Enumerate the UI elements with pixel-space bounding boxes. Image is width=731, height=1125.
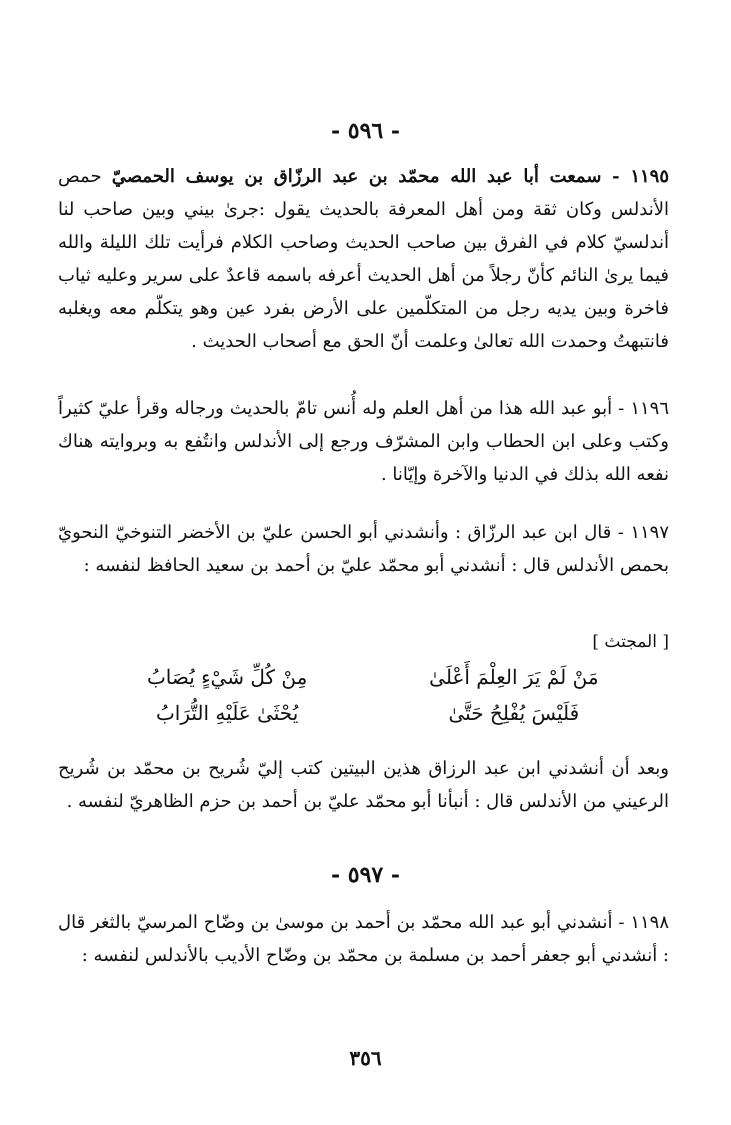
entry-1195-body: حمص الأندلس وكان ثقة ومن أهل المعرفة بالحديث يقول :جرىٰ بيني وبين صاحب لنا أندلسيّ كلام في الفرق بين صاحب الحديث وصاحب الكلام فرأيت تلك الليلة والله فيما يرىٰ النائم كأنّ رجلاً من أهل الحديث أعرفه باسمه قاعدٌ على سرير وعليه ثياب فاخرة وبين يديه رجل من المتكلّمين على الأرض بفرد عين وهو يتكلّم معه ويغلبه فانتبهتُ وحمدت الله تعالىٰ وعلمت أنّ الحق مع أصحاب الحديث . (58, 166, 669, 352)
entry-1196: ١١٩٦ - أبو عبد الله هذا من أهل العلم وله أُنس تامّ بالحديث ورجاله وقرأ عليّ كثيراً وكتب وعلى ابن الحطاب وابن المشرّف ورجع إلى الأندلس وانتُفع به وبروايته هناك نفعه الله بذلك في الدنيا والآخرة وإيّانا . (58, 398, 669, 485)
entry-1198: ١١٩٨ - أنشدني أبو عبد الله محمّد بن أحمد بن موسىٰ بن وضّاح المرسيّ بالثغر قال : أنشدني أبو جعفر أحمد بن مسلمة بن محمّد بن وضّاح الأديب بالأندلس لنفسه : (58, 912, 669, 966)
verse-1-second-hemistich: مِنْ كُلِّ شَيْءٍ يُصَابُ (146, 665, 308, 689)
verse-line-2 (100, 696, 641, 730)
entry-1197-continuation: وبعد أن أنشدني ابن عبد الرزاق هذين البيتين كتب إليّ شُريح بن محمّد بن شُريح الرعيني من الأندلس قال : أنبأنا أبو محمّد عليّ بن أحمد بن حزم الظاهريّ لنفسه . (58, 758, 669, 812)
verse-line-1 (100, 660, 641, 694)
entry-1197: ١١٩٧ - قال ابن عبد الرزّاق : وأنشدني أبو الحسن عليّ بن الأخضر التنوخيّ النحويّ بحمص الأندلس قال : أنشدني أبو محمّد عليّ بن أحمد بن سعيد الحافظ لنفسه : (58, 522, 669, 576)
entry-1195 (58, 160, 669, 358)
verse-1-first-hemistich: مَنْ لَمْ يَرَ العِلْمَ أَعْلَىٰ (429, 665, 599, 689)
poem-meter-label: [ المجتث ] (592, 632, 669, 652)
entry-1195-lead: ١١٩٥ - سمعت أبا عبد الله محمّد بن عبد الرزّاق بن يوسف الحمصيّ (111, 166, 669, 187)
verse-2-second-hemistich: يُحْثَىٰ عَلَيْهِ التُّرَابُ (155, 701, 299, 725)
page-number: ٣٥٦ (349, 1046, 382, 1070)
section-number-597: - ٥٩٧ - (330, 862, 401, 888)
verse-2-first-hemistich: فَلَيْسَ يُفْلِحُ حَتَّىٰ (448, 701, 580, 725)
section-number-596: - ٥٩٦ - (330, 118, 401, 144)
